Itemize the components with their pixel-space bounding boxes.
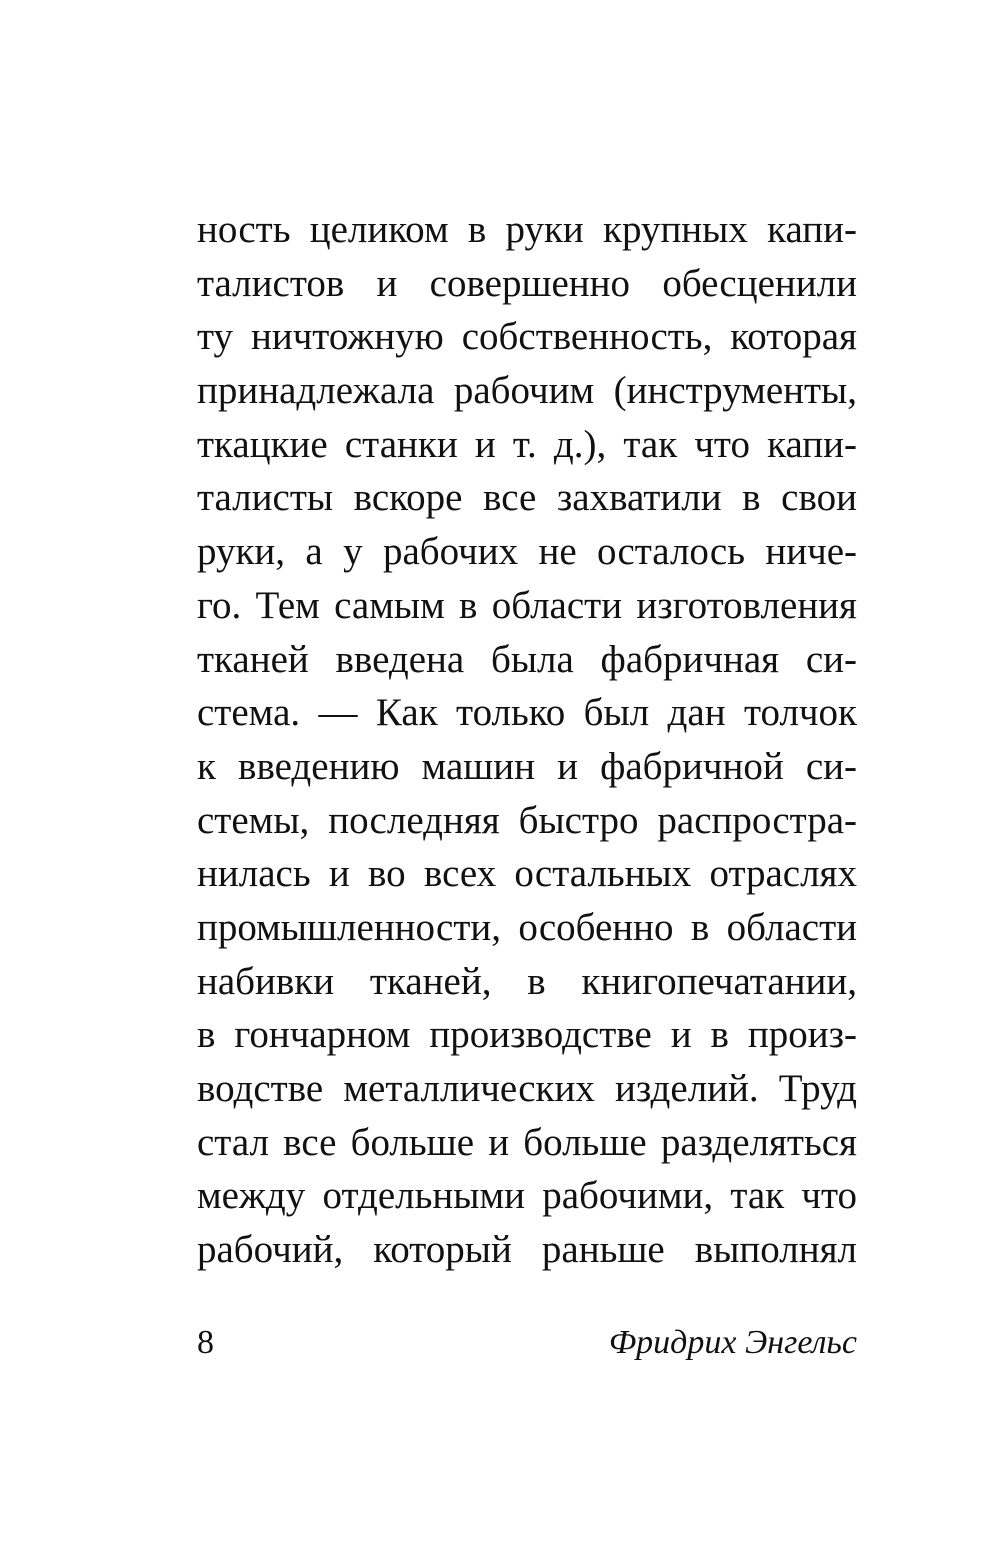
text-line: стал все больше и больше разделяться: [197, 1120, 857, 1164]
text-line: рабочий, который раньше выполнял: [197, 1228, 857, 1272]
text-line: руки, а у рабочих не осталось ниче-: [197, 530, 857, 574]
text-line: тканей введена была фабричная си-: [197, 637, 857, 681]
text-line: талисты вскоре все захватили в свои: [197, 476, 857, 520]
text-line: между отдельными рабочими, так что: [197, 1174, 857, 1218]
text-line: принадлежала рабочим (инструменты,: [197, 369, 857, 413]
text-line: ность целиком в руки крупных капи-: [197, 208, 857, 251]
running-author: Фридрих Энгельс: [608, 1324, 857, 1361]
text-line: промышленности, особенно в области: [197, 905, 857, 949]
text-line: ткацкие станки и т. д.), так что капи-: [197, 422, 857, 466]
page-number: 8: [197, 1324, 214, 1361]
text-line: ту ничтожную собственность, которая: [197, 315, 857, 359]
body-text: [197, 203, 857, 1277]
text-line: к введению машин и фабричной си-: [197, 744, 857, 788]
page-footer: [197, 1318, 857, 1368]
text-line: в гончарном производстве и в произ-: [197, 1013, 857, 1057]
text-line: го. Тем самым в области изготовления: [197, 583, 857, 627]
text-line: водстве металлических изделий. Труд: [197, 1067, 857, 1110]
text-line: стема. — Как только был дан толчок: [197, 691, 857, 735]
text-line: стемы, последняя быстро распростра-: [197, 798, 857, 842]
text-line: талистов и совершенно обесценили: [197, 261, 857, 305]
text-line: набивки тканей, в книгопечатании,: [197, 959, 857, 1003]
text-line: нилась и во всех остальных отраслях: [197, 852, 857, 896]
